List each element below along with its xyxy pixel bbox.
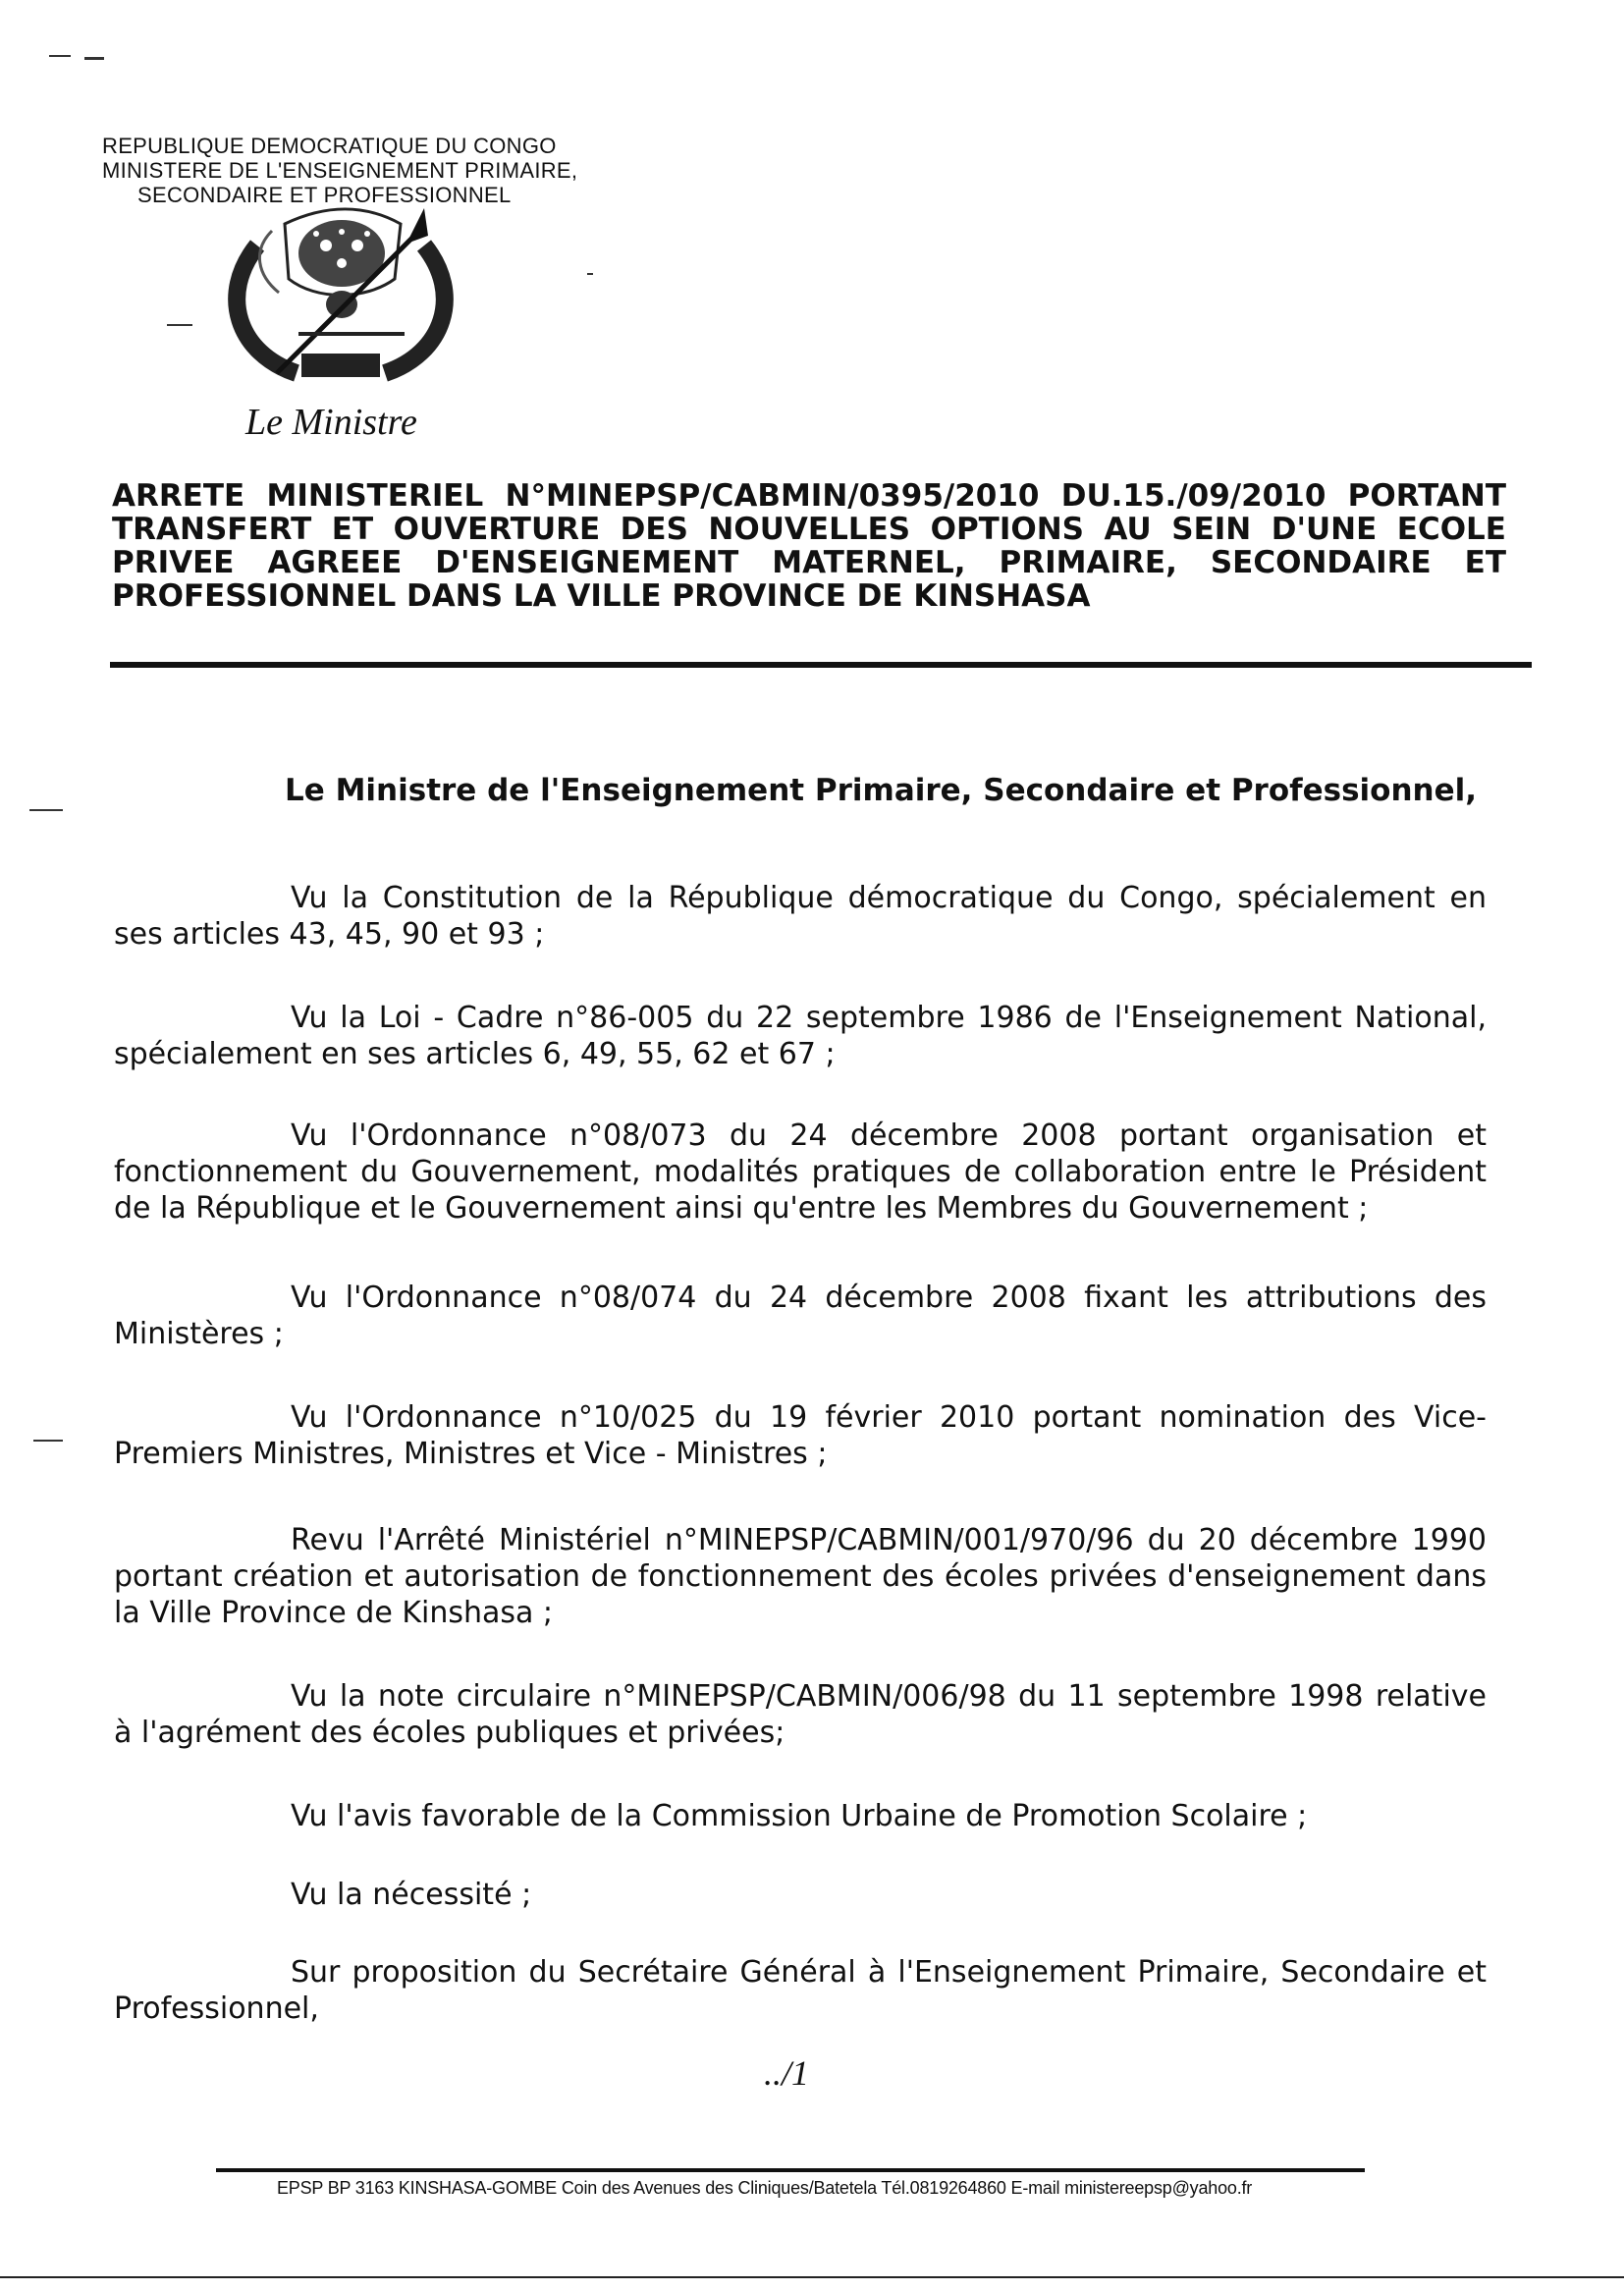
scan-speck (33, 1440, 63, 1442)
header-ministry: MINISTERE DE L'ENSEIGNEMENT PRIMAIRE, (102, 158, 578, 183)
scan-speck (29, 809, 63, 811)
intro-heading: Le Ministre de l'Enseignement Primaire, Secondaire et Professionnel, (285, 773, 1478, 808)
scan-speck (587, 273, 593, 275)
recital-paragraph: Sur proposition du Secrétaire Général à l'Enseignement Primaire, Secondaire et Professionnel, (114, 1955, 1487, 2026)
header-country: REPUBLIQUE DEMOCRATIQUE DU CONGO (102, 134, 557, 158)
minister-label: Le Ministre (245, 402, 417, 443)
scan-bottom-edge (0, 2276, 1624, 2278)
recital-paragraph: Vu la Loi - Cadre n°86-005 du 22 septembre 1986 de l'Enseignement National, spécialement en ses articles 6, 49, 55, 62 et 67 ; (114, 1001, 1487, 1071)
recital-paragraph: Vu l'Ordonnance n°08/073 du 24 décembre 2008 portant organisation et fonctionnement du Gouvernement, modalités pratiques de collaboration entre le Président de la République et le Gouvernement ainsi qu'entre les Membres du Gouvernement ; (114, 1118, 1487, 1226)
recital-paragraph: Vu la Constitution de la République démocratique du Congo, spécialement en ses articles 43, 45, 90 et 93 ; (114, 881, 1487, 952)
title-underline-rule (110, 662, 1532, 668)
page-continuation-mark: ../1 (764, 2053, 810, 2093)
scan-speck (84, 57, 104, 60)
footer-rule (216, 2168, 1365, 2172)
header-ministry-cont: SECONDAIRE ET PROFESSIONNEL (137, 183, 512, 207)
recital-paragraph: Vu l'avis favorable de la Commission Urbaine de Promotion Scolaire ; (291, 1799, 1308, 1833)
title-line: PROFESSIONNEL DANS LA VILLE PROVINCE DE KINSHASA (112, 578, 1091, 614)
scan-speck (49, 55, 71, 57)
title-line: ARRETE MINISTERIEL N°MINEPSP/CABMIN/0395/2010 DU.15./09/2010 PORTANT (112, 478, 1506, 514)
recital-paragraph: Revu l'Arrêté Ministériel n°MINEPSP/CABMIN/001/970/96 du 20 décembre 1990 portant création et autorisation de fonctionnement des écoles privées d'enseignement dans la Ville Province de Kinshasa ; (114, 1523, 1487, 1630)
decree-title (112, 479, 1506, 613)
recital-paragraph: Vu l'Ordonnance n°08/074 du 24 décembre 2008 fixant les attributions des Ministères ; (114, 1281, 1487, 1351)
recital-paragraph: Vu la note circulaire n°MINEPSP/CABMIN/006/98 du 11 septembre 1998 relative à l'agrément des écoles publiques et privées; (114, 1679, 1487, 1750)
title-line: TRANSFERT ET OUVERTURE DES NOUVELLES OPTIONS AU SEIN D'UNE ECOLE (112, 512, 1506, 547)
recital-paragraph: Vu la nécessité ; (291, 1878, 532, 1912)
title-line: PRIVEE AGREEE D'ENSEIGNEMENT MATERNEL, PRIMAIRE, SECONDAIRE ET (112, 545, 1506, 580)
scan-speck (167, 324, 192, 326)
recital-paragraph: Vu l'Ordonnance n°10/025 du 19 février 2010 portant nomination des Vice-Premiers Ministres, Ministres et Vice - Ministres ; (114, 1400, 1487, 1471)
footer-address: EPSP BP 3163 KINSHASA-GOMBE Coin des Avenues des Cliniques/Batetela Tél.0819264860 E-mail ministereepsp@yahoo.fr (277, 2178, 1253, 2198)
coat-of-arms-emblem (218, 206, 463, 403)
